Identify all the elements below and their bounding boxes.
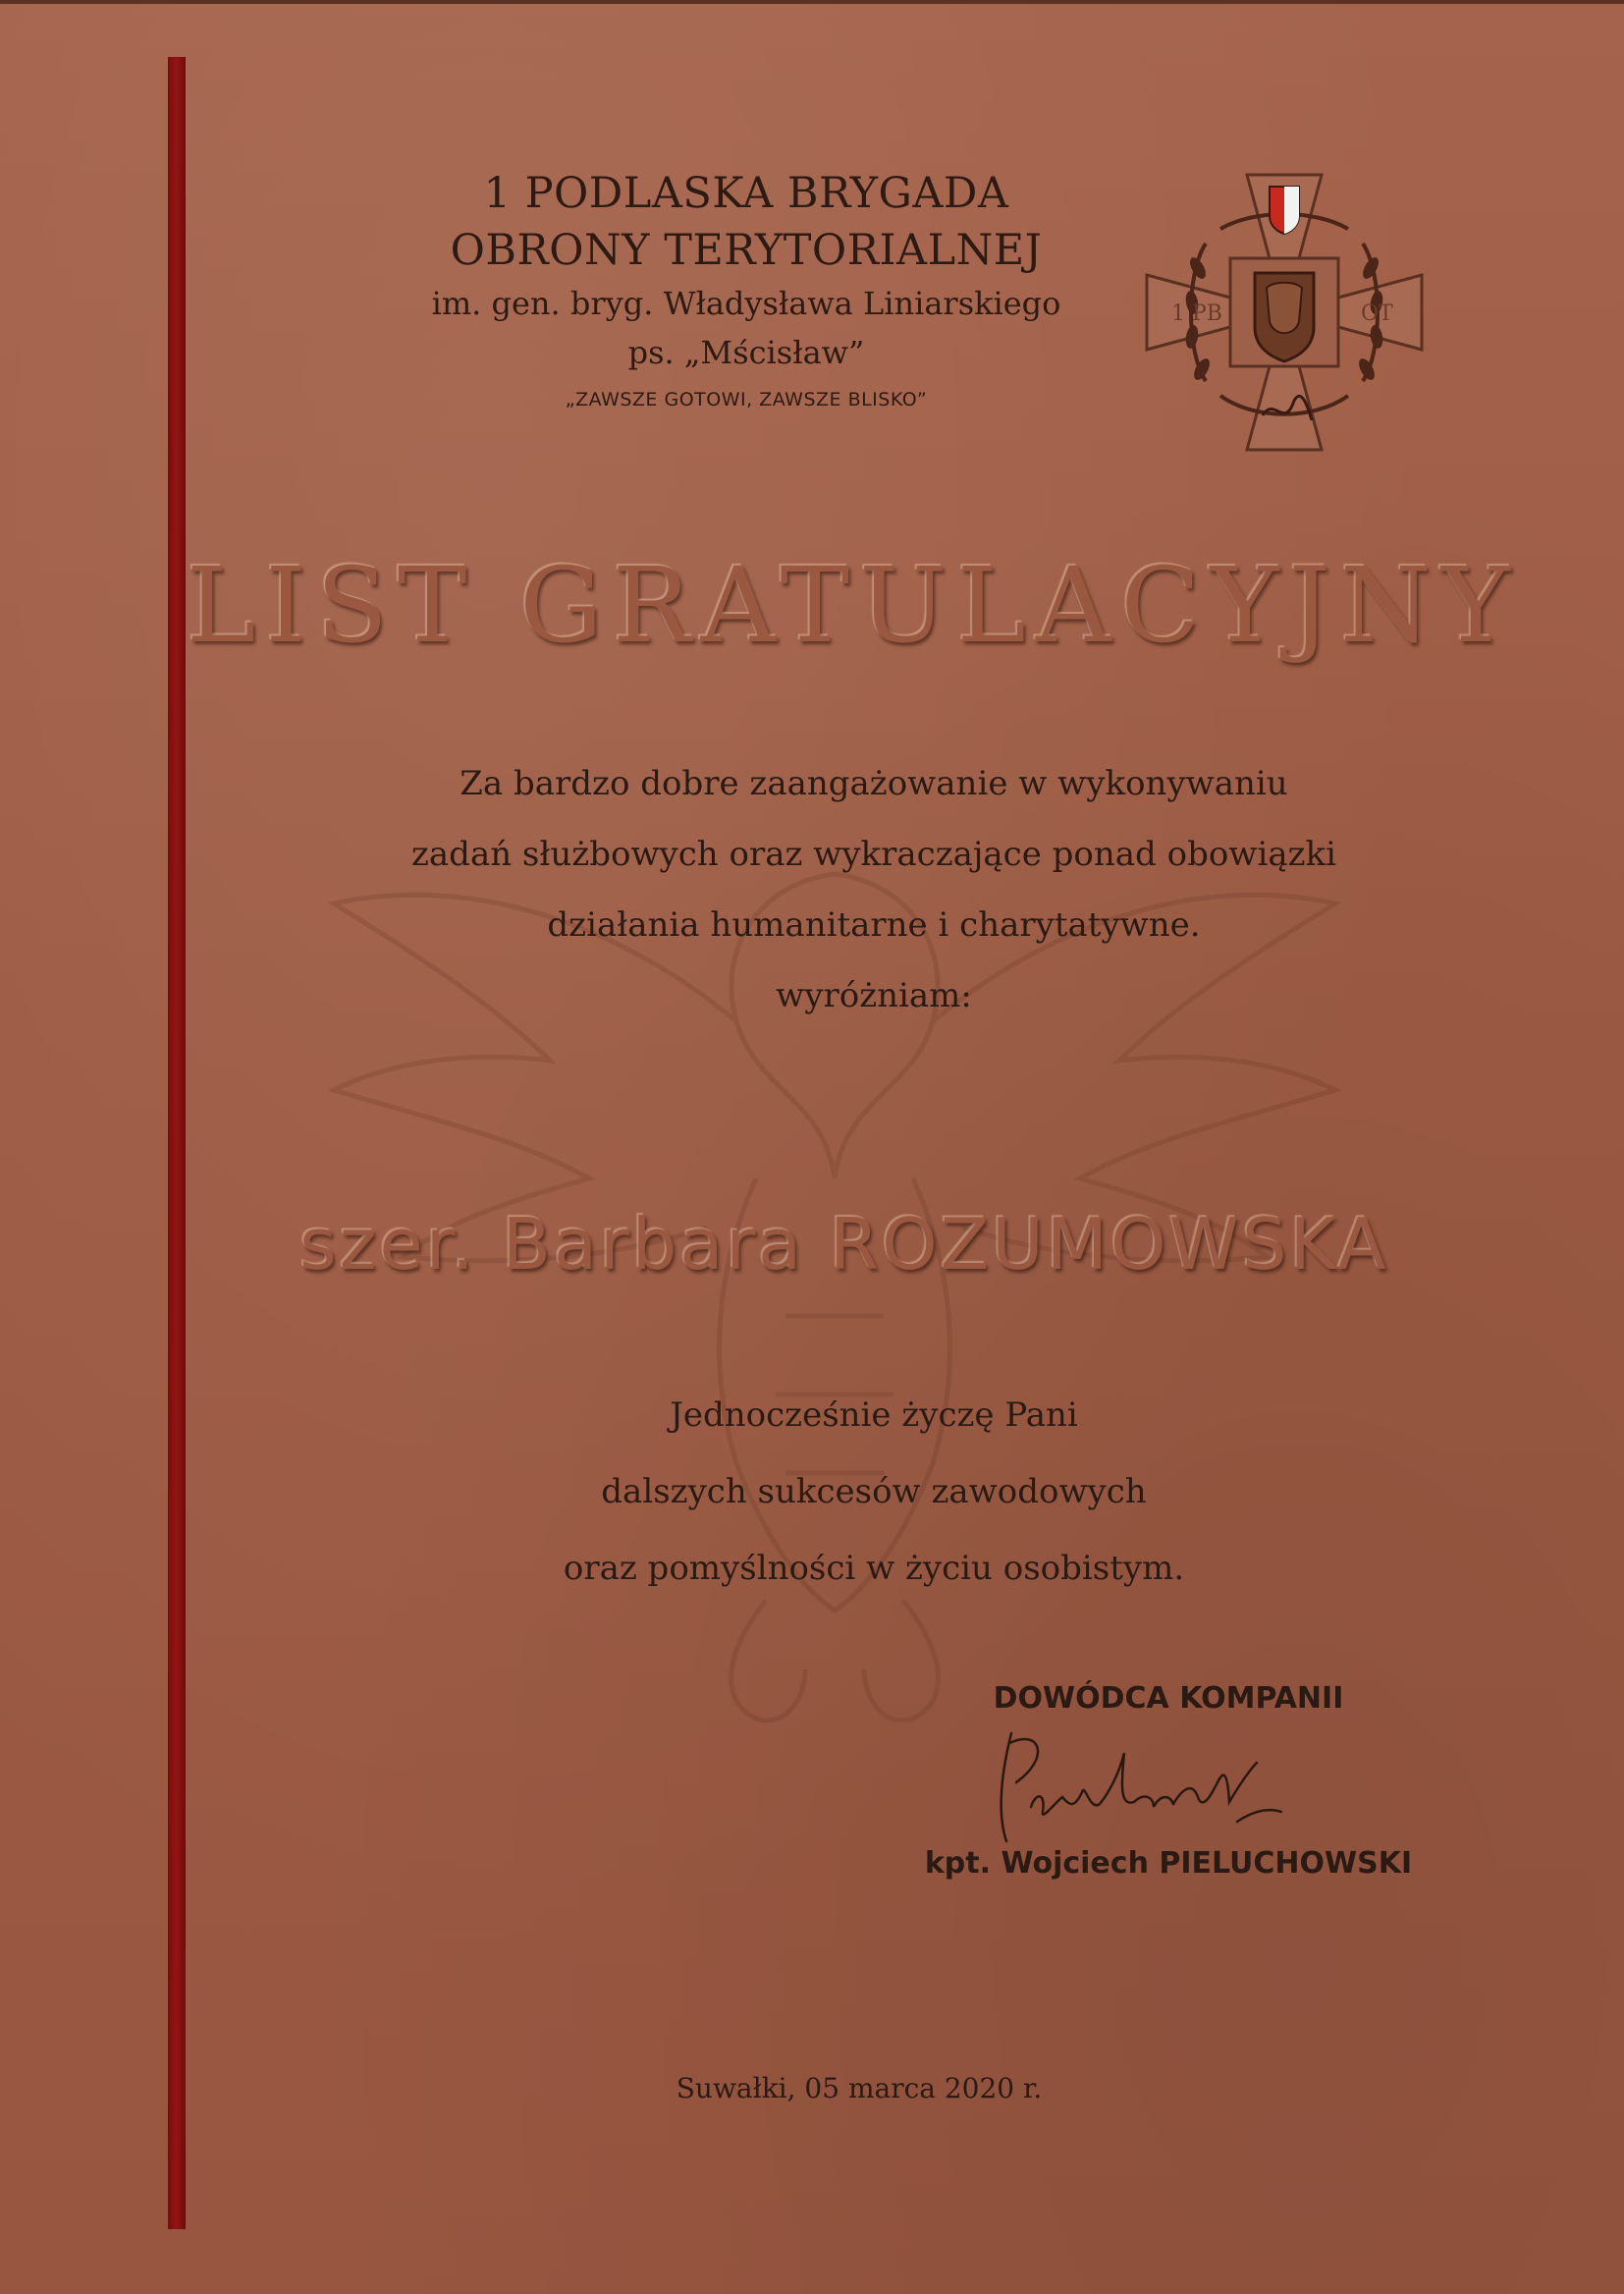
brigade-name-line1: 1 PODLASKA BRYGADA (483, 169, 1009, 218)
emblem-right-text: OT (1361, 301, 1393, 326)
patron-name: im. gen. bryg. Władysława Liniarskiego (431, 285, 1061, 322)
congratulation-text (236, 748, 1512, 1031)
wishes-line-2: dalszych sukcesów zawodowych (601, 1472, 1147, 1511)
wishes-line-1: Jednocześnie życzę Pani (670, 1395, 1078, 1435)
brigade-header (373, 165, 1119, 410)
red-side-stripe (168, 57, 186, 2229)
top-edge-border (0, 0, 1624, 4)
body-line-2: zadań służbowych oraz wykraczające ponad obowiązki (411, 835, 1336, 874)
place-and-date: Suwałki, 05 marca 2020 r. (676, 2072, 1043, 2104)
brigade-name-line2: OBRONY TERYTORIALNEJ (450, 226, 1043, 275)
signer-role: DOWÓDCA KOMPANII (993, 1681, 1344, 1716)
body-line-4: wyróżniam: (776, 976, 972, 1015)
document-title: LIST GRATULACYJNY (187, 545, 1520, 666)
brigade-motto: „ZAWSZE GOTOWI, ZAWSZE BLISKO” (565, 389, 928, 410)
body-line-3: działania humanitarne i charytatywne. (547, 905, 1201, 945)
body-line-1: Za bardzo dobre zaangażowanie w wykonywaniu (460, 764, 1288, 803)
patron-pseudonym: ps. „Mścisław” (627, 334, 865, 371)
wishes-text (236, 1377, 1512, 1607)
brigade-cross-emblem-icon (1137, 165, 1432, 460)
emblem-left-text: 1 PB (1171, 301, 1222, 326)
recipient-name: szer. Barbara ROZUMOWSKA (299, 1203, 1389, 1285)
signer-name: kpt. Wojciech PIELUCHOWSKI (924, 1846, 1413, 1881)
handwritten-signature-icon (972, 1714, 1306, 1861)
wishes-line-3: oraz pomyślności w życiu osobistym. (563, 1549, 1185, 1588)
